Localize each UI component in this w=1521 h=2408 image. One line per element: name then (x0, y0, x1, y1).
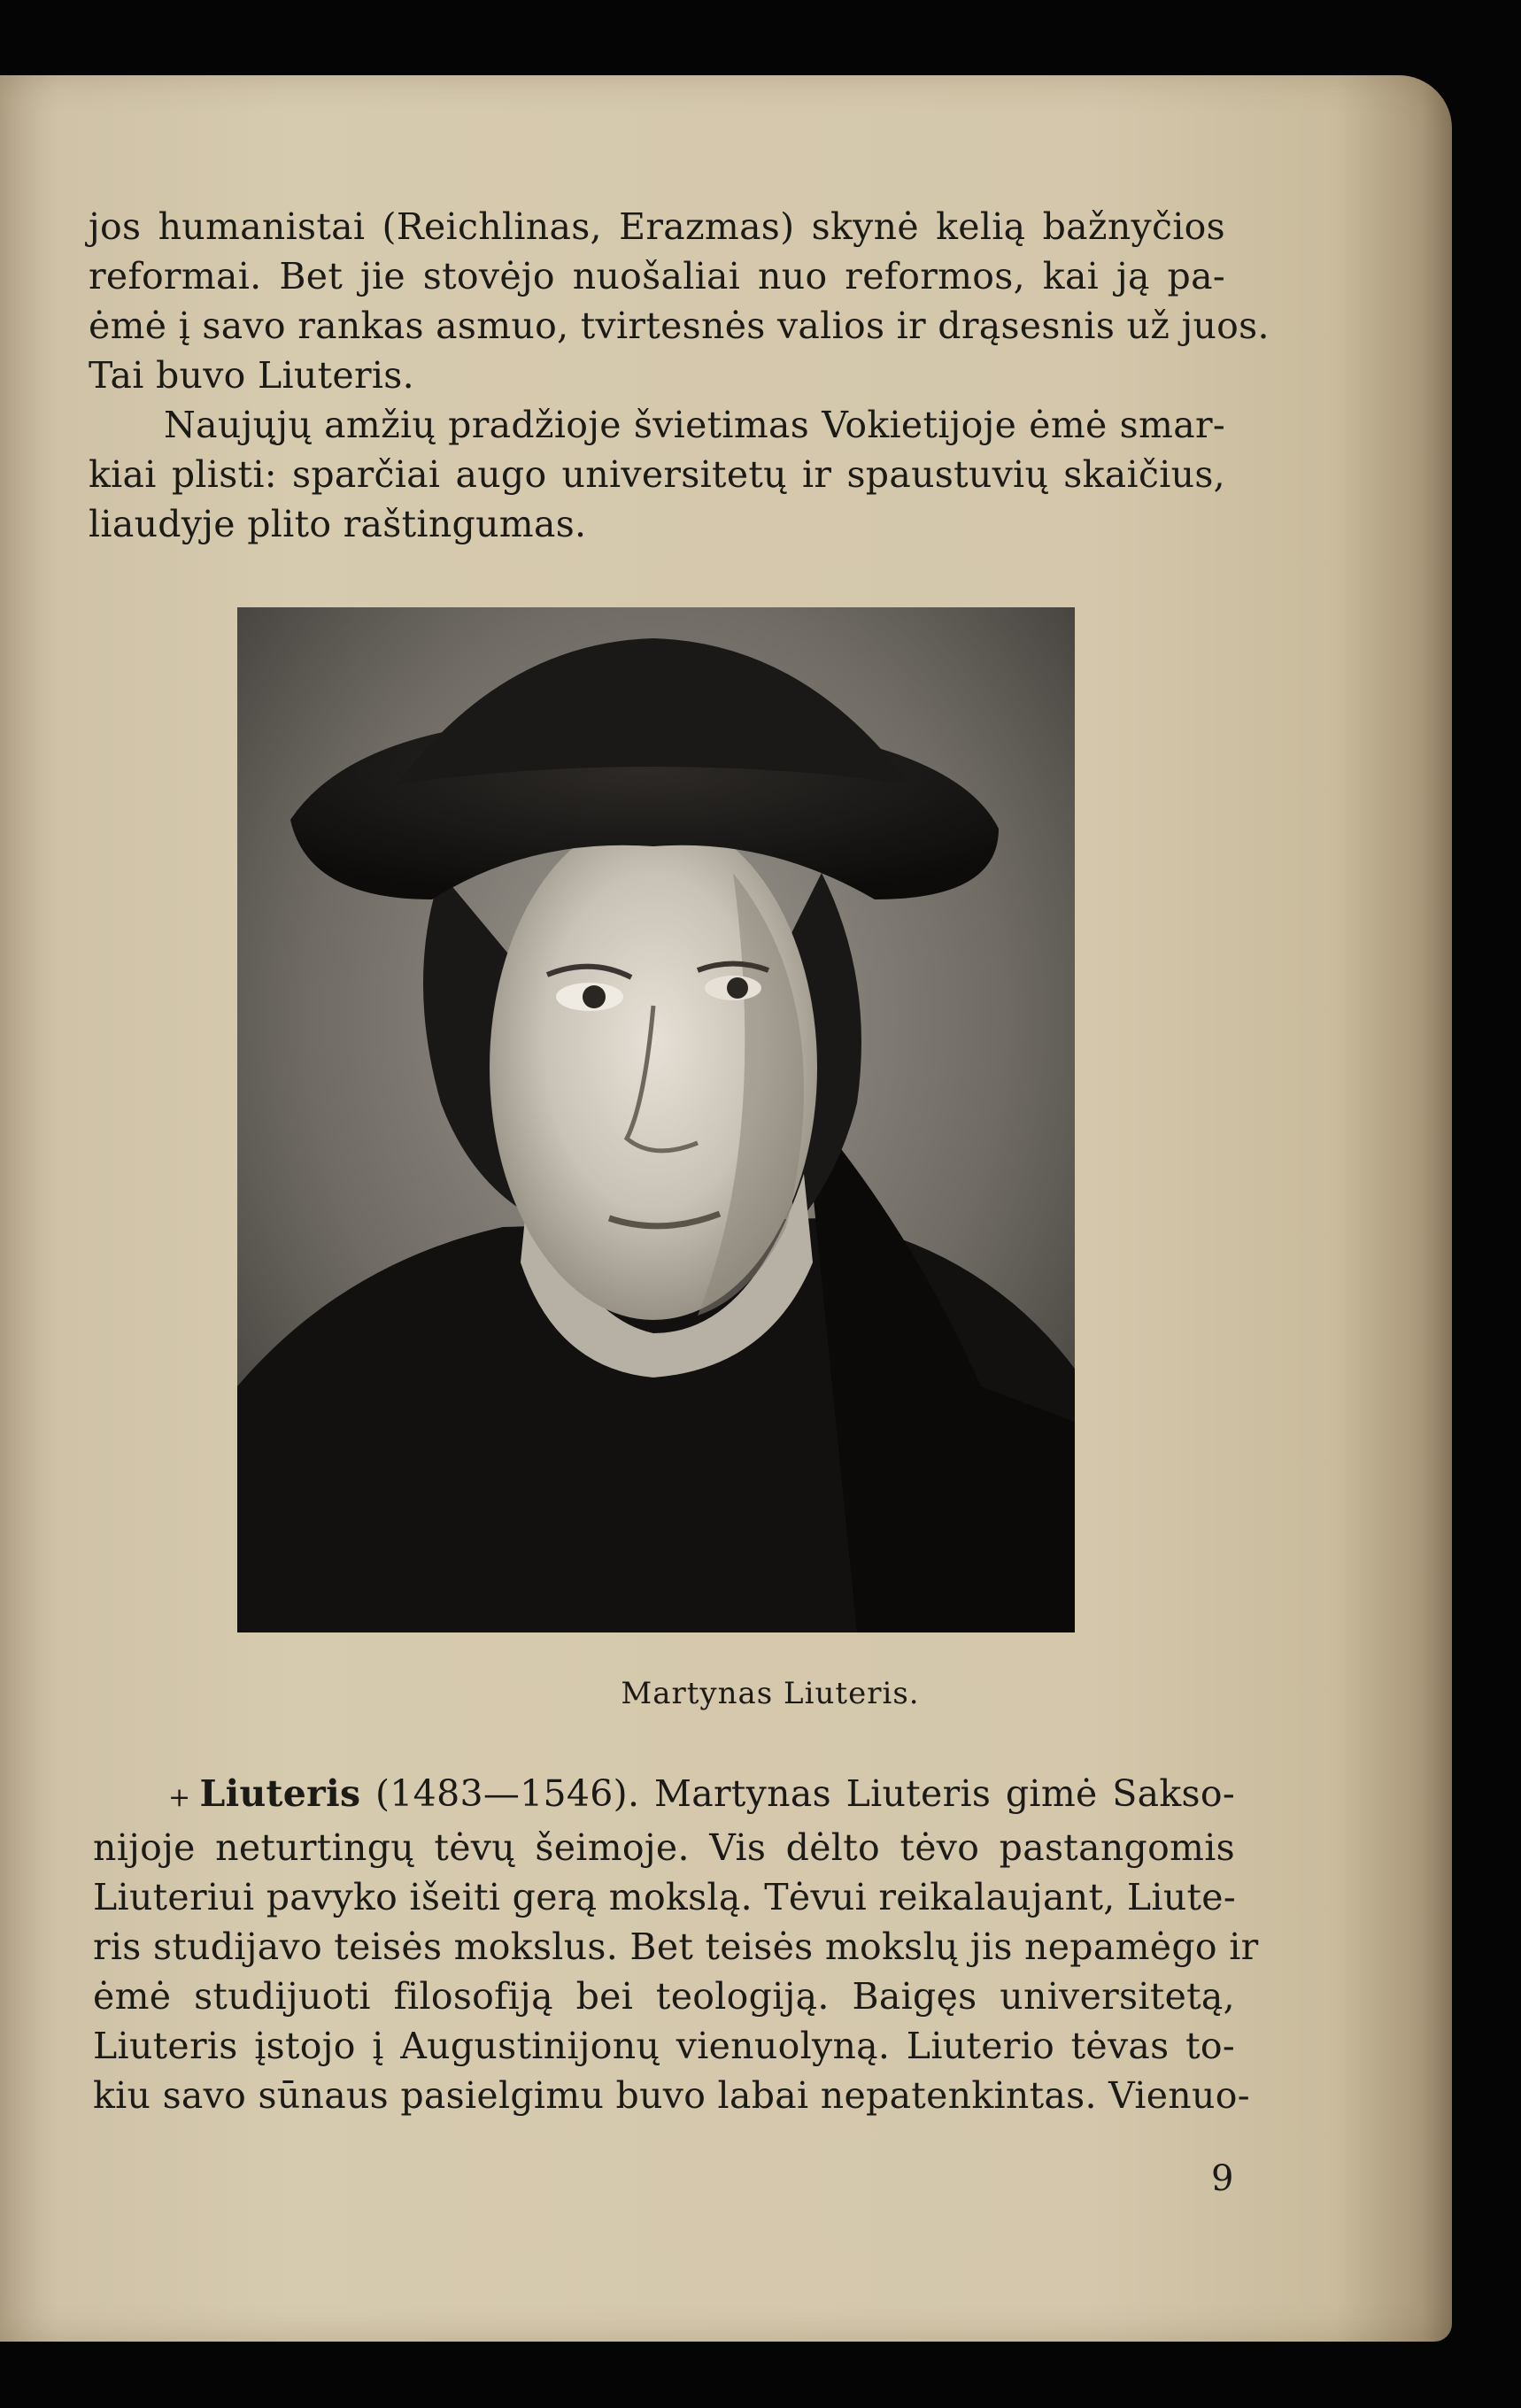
text-line: ėmė į savo rankas asmuo, tvirtesnės valios ir drąsesnis už juos. (89, 305, 1270, 347)
text-line: ris studijavo teisės mokslus. Bet teisės mokslų jis nepamėgo ir (93, 1926, 1259, 1968)
text-line: Liuteriui pavyko išeiti gerą mokslą. Tėvui reikalaujant, Liute- (93, 1876, 1237, 1918)
section-heading: Liuteris (199, 1772, 361, 1815)
portrait-illustration (237, 607, 1075, 1632)
text-line: reformai. Bet jie stovėjo nuošaliai nuo reformos, kai ją pa- (89, 255, 1225, 297)
portrait-photo (237, 607, 1075, 1632)
text-line: liaudyje plito raštingumas. (89, 503, 587, 545)
margin-mark: + (168, 1782, 191, 1813)
text-line: ėmė studijuoti filosofiją bei teologiją. Baigęs universitetą, (93, 1975, 1235, 2018)
page-number: 9 (1211, 2158, 1234, 2199)
text-line: kiu savo sūnaus pasielgimu buvo labai nepatenkintas. Vienuo- (93, 2074, 1250, 2117)
heading-rest: (1483—1546). Martynas Liuteris gimė Saksо- (360, 1772, 1235, 1815)
paragraph-luther (93, 1769, 1259, 2120)
text-line: Naujųjų amžių pradžioje švietimas Vokietijoje ėmė smar- (164, 404, 1225, 446)
text-line: jos humanistai (Reichlinas, Erazmas) skynė kelią bažnyčios (89, 205, 1225, 248)
text-line (93, 1769, 1235, 1823)
text-line: kiai plisti: sparčiai augo universitetų ir spaustuvių skaičius, (89, 453, 1225, 496)
paragraph-humanists (89, 202, 1270, 400)
text-line: Tai buvo Liuteris. (89, 354, 414, 397)
text-line: nijoje neturtingų tėvų šeimoje. Vis dėlto tėvo pastangomis (93, 1826, 1235, 1869)
paragraph-education (89, 400, 1225, 549)
text-line: Liuteris įstojo į Augustinijonų vienuolyną. Liuterio tėvas to- (93, 2025, 1235, 2067)
photo-caption: Martynas Liuteris. (621, 1676, 920, 1711)
